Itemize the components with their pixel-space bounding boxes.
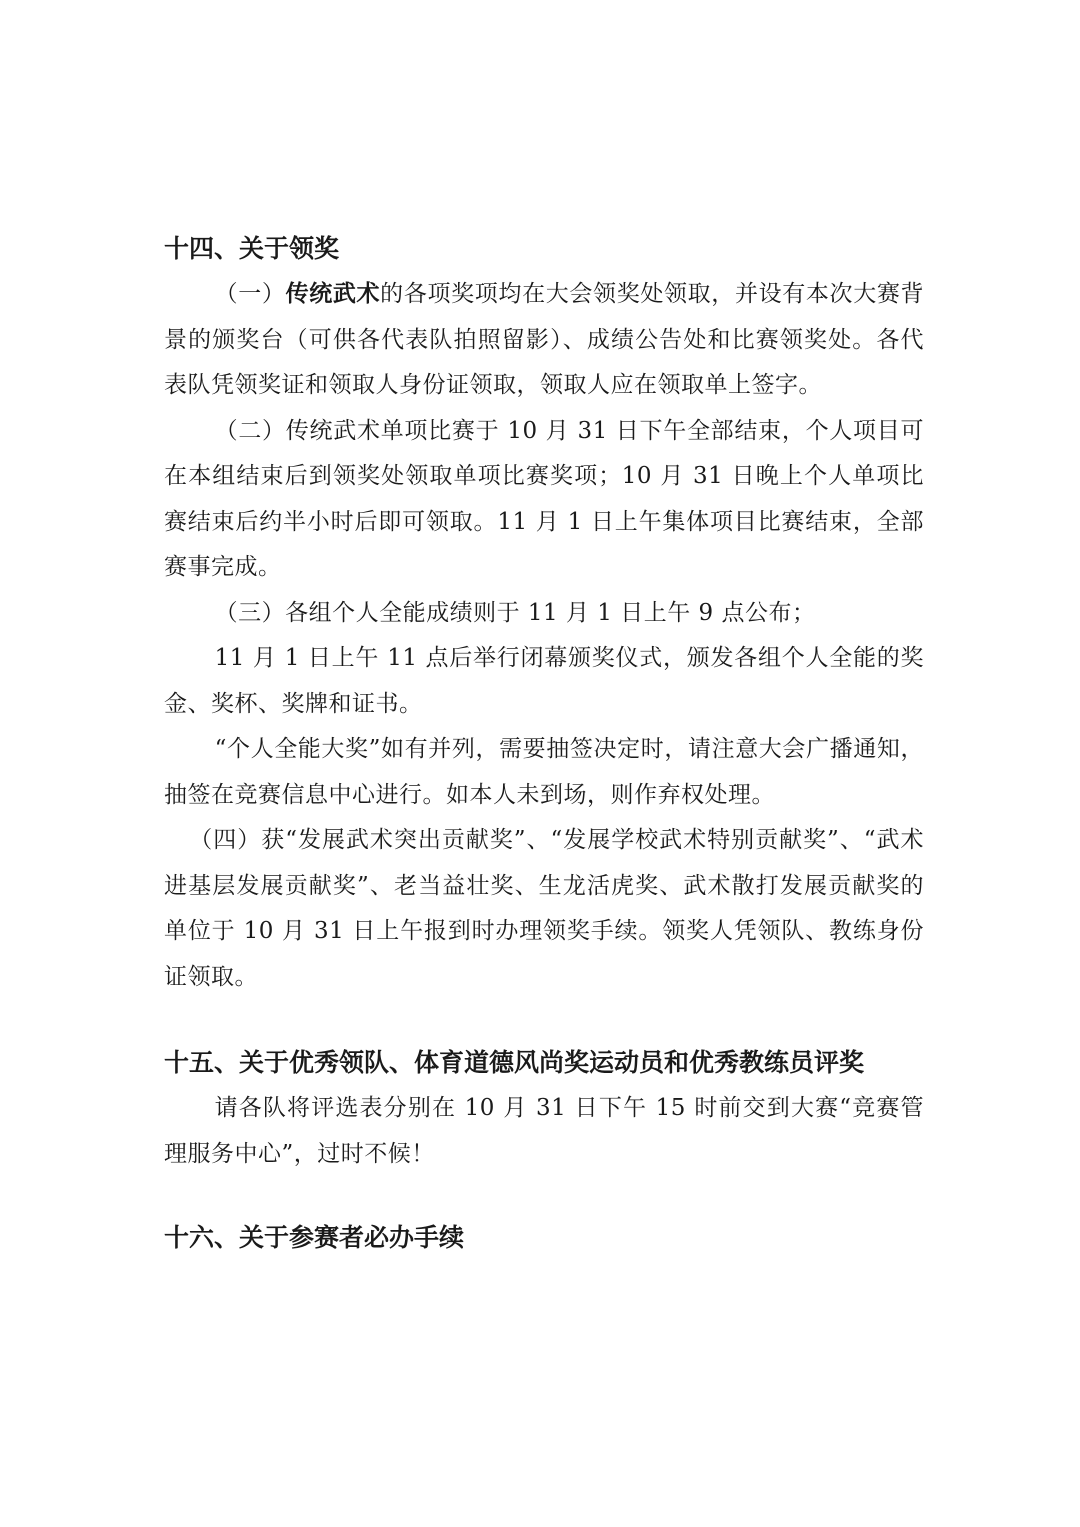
section-16-heading: 十六、关于参赛者必办手续	[164, 1223, 465, 1252]
paragraph-1-rest: 的各项奖项均在大会领奖处领取，并设有本次大赛背景的颁奖台（可供各代表队拍照留影）、成绩公告处和比赛领奖处。各代表队凭领奖证和领取人身份证领取，领取人应在领取单上签字。	[164, 281, 925, 398]
section-14-paragraph-3: （三）各组个人全能成绩则于 11 月 1 日上午 9 点公布；	[214, 599, 816, 626]
section-14-paragraph-5: “个人全能大奖”如有并列，需要抽签决定时，请注意大会广播通知，抽签在竞赛信息中心进行。如本人未到场，则作弃权处理。	[164, 736, 924, 808]
paragraph-1-bold-term: 传统武术	[285, 281, 381, 307]
section-15-paragraph-1: 请各队将评选表分别在 10 月 31 日下午 15 时前交到大赛“竞赛管理服务中心”，过时不候！	[164, 1095, 924, 1167]
paragraph-1-prefix: （一）	[214, 281, 286, 307]
section-15-heading: 十五、关于优秀领队、体育道德风尚奖运动员和优秀教练员评奖	[164, 1048, 865, 1077]
section-14-paragraph-2: （二）传统武术单项比赛于 10 月 31 日下午全部结束，个人项目可在本组结束后到领奖处领取单项比赛奖项；10 月 31 日晚上个人单项比赛结束后约半小时后即可领取。11 月 1 日上午集体项目比赛结束，全部赛事完成。	[164, 417, 924, 580]
section-spacer	[164, 1177, 924, 1215]
section-14-paragraph-1	[164, 272, 924, 409]
document-page	[164, 226, 924, 1261]
section-14-heading: 十四、关于领奖	[164, 234, 340, 263]
section-14-paragraph-6: （四）获“发展武术突出贡献奖”、“发展学校武术特别贡献奖”、“武术进基层发展贡献奖”、老当益壮奖、生龙活虎奖、武术散打发展贡献奖的单位于 10 月 31 日上午报到时办理领奖手续。领奖人凭领队、教练身份证领取。	[164, 827, 924, 990]
section-14-paragraph-4: 11 月 1 日上午 11 点后举行闭幕颁奖仪式，颁发各组个人全能的奖金、奖杯、奖牌和证书。	[164, 645, 924, 717]
section-spacer	[164, 1000, 924, 1040]
